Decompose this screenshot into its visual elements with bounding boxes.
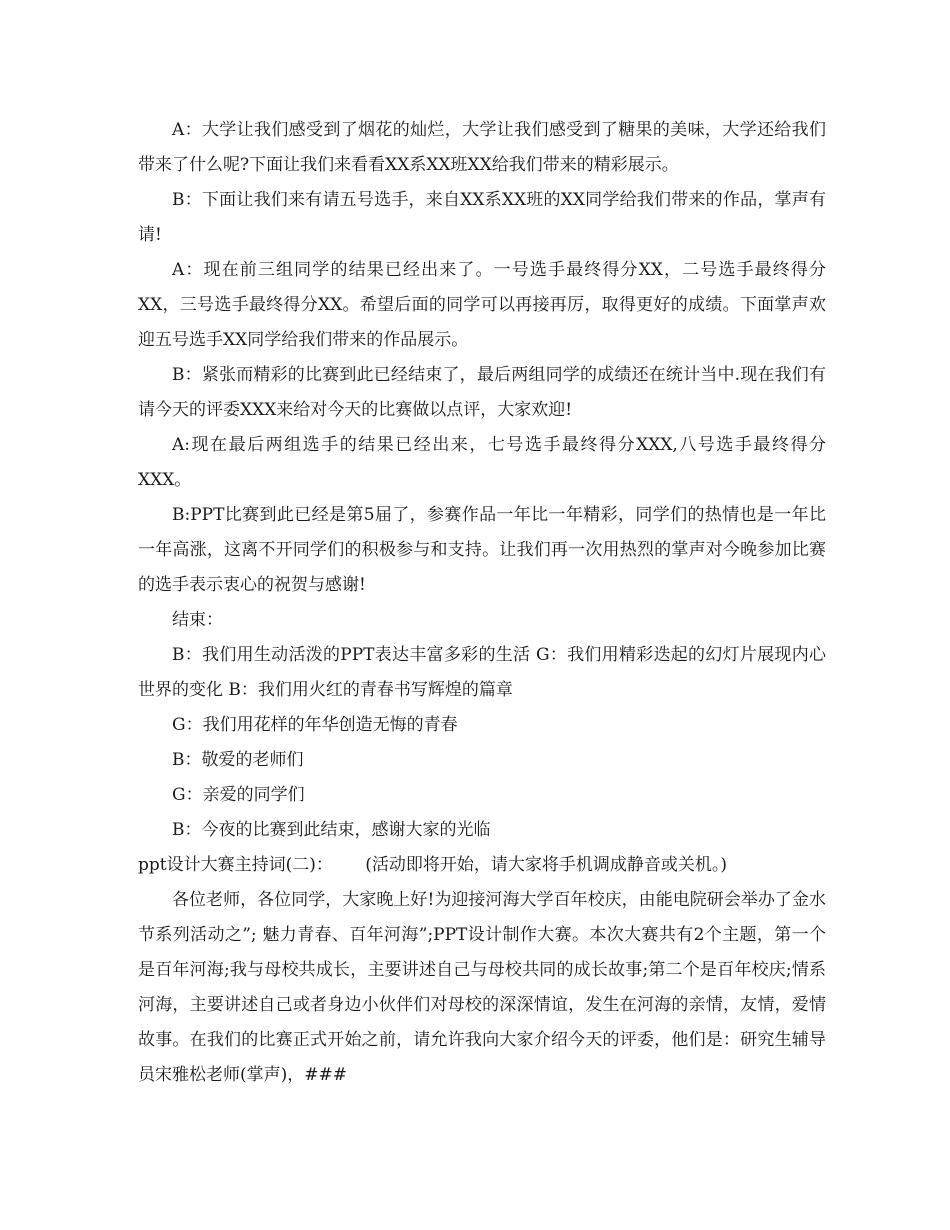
paragraph-12: B：今夜的比赛到此结束，感谢大家的光临 [172, 820, 491, 840]
paragraph-14: 各位老师，各位同学，大家晚上好!为迎接河海大学百年校庆，由能电院研会举办了金水节系列活动之”; 魅力青春、百年河海”;PPT设计制作大赛。本次大赛共有2个主题，第一个是百年河海;我与母校共成长，主要讲述自己与母校共同的成长故事;第二个是百年校庆;情系河海，主要讲述自己或者身边小伙伴们对母校的深深情谊，发生在河海的亲情，友情，爱情故事。在我们的比赛正式开始之前，请允许我向大家介绍今天的评委，他们是：研究生辅导员宋雅松老师(掌声)，### [138, 890, 826, 1085]
paragraph-9: G：我们用花样的年华创造无悔的青春 [172, 715, 458, 735]
section-heading-part-two: ppt设计大赛主持词(二)： (活动即将开始，请大家将手机调成静音或关机。) [138, 855, 728, 875]
paragraph-2: B：下面让我们来有请五号选手，来自XX系XX班的XX同学给我们带来的作品，掌声有请! [138, 190, 826, 245]
paragraph-10: B：敬爱的老师们 [172, 750, 304, 770]
paragraph-1: A：大学让我们感受到了烟花的灿烂，大学让我们感受到了糖果的美味，大学还给我们带来了什么呢?下面让我们来看看XX系XX班XX给我们带来的精彩展示。 [138, 120, 826, 175]
paragraph-8: B：我们用生动活泼的PPT表达丰富多彩的生活 G：我们用精彩迭起的幻灯片展现内心世界的变化 B：我们用火红的青春书写辉煌的篇章 [138, 645, 826, 700]
paragraph-5: A:现在最后两组选手的结果已经出来，七号选手最终得分XXX,八号选手最终得分XXX。 [138, 435, 826, 490]
section-heading-ending: 结束： [172, 610, 223, 630]
paragraph-11: G：亲爱的同学们 [172, 785, 305, 805]
document-body [138, 113, 826, 1093]
paragraph-3: A：现在前三组同学的结果已经出来了。一号选手最终得分XX，二号选手最终得分XX，三号选手最终得分XX。希望后面的同学可以再接再厉，取得更好的成绩。下面掌声欢迎五号选手XX同学给我们带来的作品展示。 [138, 260, 826, 350]
paragraph-6: B:PPT比赛到此已经是第5届了，参赛作品一年比一年精彩，同学们的热情也是一年比一年高涨，这离不开同学们的积极参与和支持。让我们再一次用热烈的掌声对今晚参加比赛的选手表示衷心的祝贺与感谢! [138, 505, 826, 595]
paragraph-4: B：紧张而精彩的比赛到此已经结束了，最后两组同学的成绩还在统计当中.现在我们有请今天的评委XXX来给对今天的比赛做以点评，大家欢迎! [138, 365, 826, 420]
